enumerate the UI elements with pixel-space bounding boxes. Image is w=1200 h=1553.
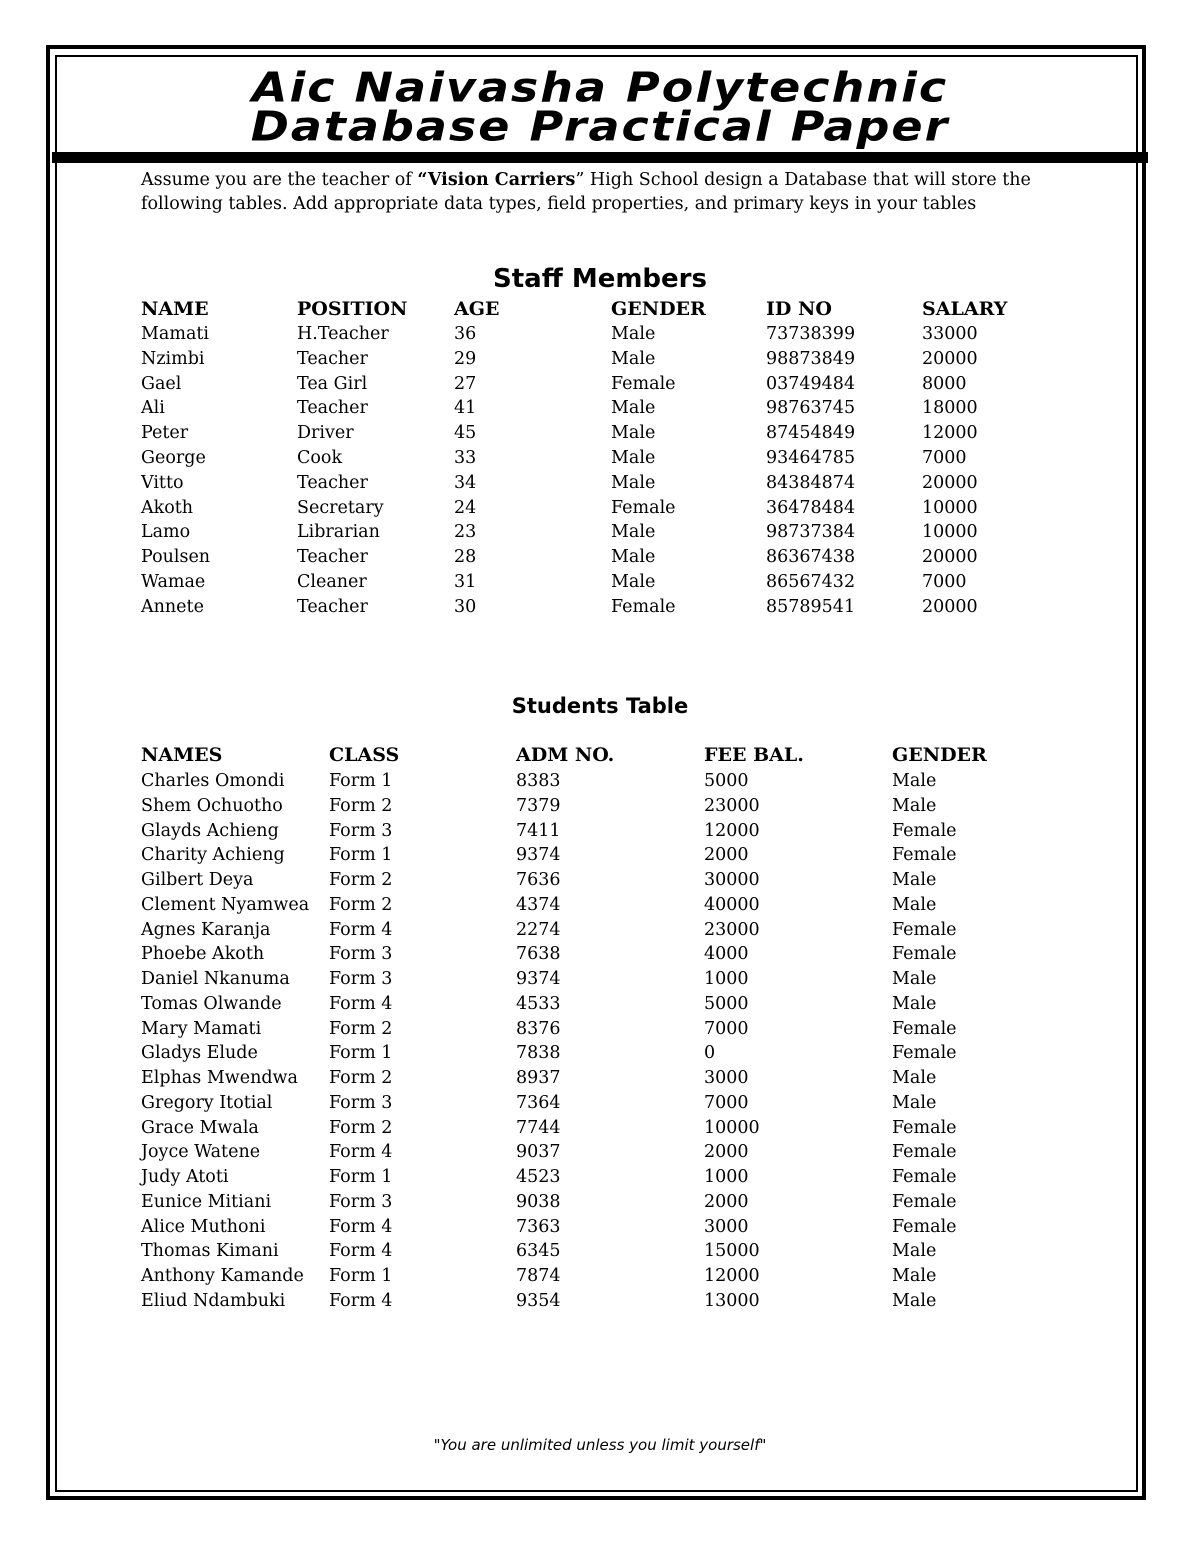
students-table-cell: 2274 xyxy=(516,919,561,940)
staff-table-cell: 36478484 xyxy=(766,497,856,518)
students-table-cell: Form 2 xyxy=(329,795,393,816)
students-column-header: GENDER xyxy=(892,744,987,766)
staff-table-cell: 18000 xyxy=(922,398,978,419)
students-table-cell: Elphas Mwendwa xyxy=(141,1068,298,1088)
students-table-cell: 0 xyxy=(704,1043,716,1064)
staff-column-header: SALARY xyxy=(922,298,1008,320)
students-table-cell: Mary Mamati xyxy=(141,1018,262,1039)
students-table-cell: Form 4 xyxy=(329,1142,393,1163)
students-table-cell: 4374 xyxy=(516,894,561,915)
students-table-cell: Form 4 xyxy=(329,1216,393,1237)
staff-table-cell: 84384874 xyxy=(766,472,856,493)
students-table-cell: 9374 xyxy=(516,969,561,989)
staff-table-cell: Teacher xyxy=(297,472,368,493)
students-table-cell: 7000 xyxy=(704,1018,749,1039)
students-table-cell: 23000 xyxy=(704,919,760,940)
staff-table-cell: Poulsen xyxy=(141,547,211,568)
staff-table-cell: Ali xyxy=(141,398,165,419)
staff-table-cell: George xyxy=(141,448,206,468)
staff-table-cell: Male xyxy=(611,547,656,568)
staff-table-cell: 7000 xyxy=(922,448,967,468)
students-table-cell: 1000 xyxy=(704,1167,749,1187)
staff-table-cell: 33 xyxy=(454,448,477,468)
students-table-cell: Female xyxy=(892,919,957,940)
staff-column-header: NAME xyxy=(141,298,209,320)
staff-table-cell: Male xyxy=(611,522,656,543)
staff-table-cell: Gael xyxy=(141,373,182,394)
students-table-cell: 23000 xyxy=(704,795,760,816)
students-table-cell: 10000 xyxy=(704,1117,760,1138)
students-table-cell: Form 3 xyxy=(329,1191,393,1212)
students-table-cell: 15000 xyxy=(704,1241,760,1262)
students-table-cell: Alice Muthoni xyxy=(141,1216,266,1237)
staff-table-cell: 20000 xyxy=(922,547,978,568)
students-table-cell: Charles Omondi xyxy=(141,771,285,791)
staff-table-cell: Male xyxy=(611,324,656,344)
staff-table-cell: 41 xyxy=(454,398,477,419)
students-table-cell: Form 1 xyxy=(329,1167,393,1187)
staff-table-cell: 24 xyxy=(454,497,477,518)
staff-table-cell: Peter xyxy=(141,423,189,444)
intro-text-line2: following tables. Add appropriate data types, field properties, and primary keys in your tables xyxy=(141,194,977,214)
students-table-cell: Female xyxy=(892,845,957,866)
students-table-cell: Judy Atoti xyxy=(141,1167,229,1187)
staff-table-cell: Driver xyxy=(297,423,354,444)
students-table-cell: Female xyxy=(892,1167,957,1187)
students-table-cell: Male xyxy=(892,1092,937,1113)
students-table-cell: 7411 xyxy=(516,820,561,841)
students-table-cell: Form 3 xyxy=(329,1092,393,1113)
students-table-cell: Female xyxy=(892,1142,957,1163)
intro-school-name: “Vision Carriers xyxy=(417,170,576,190)
students-table-cell: 7379 xyxy=(516,795,561,816)
staff-table-cell: 34 xyxy=(454,472,477,493)
students-table-cell: Form 2 xyxy=(329,1068,393,1088)
students-table-cell: Male xyxy=(892,1068,937,1088)
intro-text-part1: Assume you are the teacher of xyxy=(141,170,418,190)
staff-table-cell: 98763745 xyxy=(766,398,856,419)
students-table-cell: Form 3 xyxy=(329,820,393,841)
students-table-cell: Form 1 xyxy=(329,1266,393,1286)
students-table-cell: 7636 xyxy=(516,870,561,890)
students-table-cell: Male xyxy=(892,1266,937,1286)
students-column-header: CLASS xyxy=(329,744,400,766)
staff-table-cell: 98737384 xyxy=(766,522,856,543)
staff-table-cell: 86567432 xyxy=(766,572,856,592)
students-table-cell: Anthony Kamande xyxy=(141,1266,304,1286)
students-table-cell: Grace Mwala xyxy=(141,1117,259,1138)
students-table-cell: 3000 xyxy=(704,1216,749,1237)
students-table-cell: Male xyxy=(892,795,937,816)
students-table-cell: Form 4 xyxy=(329,993,393,1014)
staff-table-cell: Nzimbi xyxy=(141,348,205,369)
staff-table-cell: 85789541 xyxy=(766,596,856,617)
students-table-cell: 8376 xyxy=(516,1018,561,1039)
students-table-cell: Male xyxy=(892,1241,937,1262)
students-table-cell: 9038 xyxy=(516,1191,561,1212)
students-table-cell: Form 1 xyxy=(329,845,393,866)
staff-table-cell: 30 xyxy=(454,596,477,617)
staff-table-cell: 23 xyxy=(454,522,477,543)
students-table-title: Students Table xyxy=(511,694,689,718)
students-table-cell: 2000 xyxy=(704,845,749,866)
staff-table-cell: Male xyxy=(611,448,656,468)
students-table-cell: Form 1 xyxy=(329,1043,393,1064)
students-table-cell: Phoebe Akoth xyxy=(141,944,265,965)
students-table-cell: 12000 xyxy=(704,1266,760,1286)
students-table-cell: 1000 xyxy=(704,969,749,989)
staff-table-cell: 10000 xyxy=(922,522,978,543)
students-column-header: FEE BAL. xyxy=(704,744,804,766)
students-table-cell: 4000 xyxy=(704,944,749,965)
staff-table-cell: Male xyxy=(611,348,656,369)
students-table-cell: 9374 xyxy=(516,845,561,866)
staff-table-cell: 7000 xyxy=(922,572,967,592)
staff-table-cell: Male xyxy=(611,423,656,444)
students-table-cell: 2000 xyxy=(704,1191,749,1212)
staff-table-cell: Tea Girl xyxy=(297,373,368,394)
staff-column-header: POSITION xyxy=(297,298,408,320)
staff-table-title: Staff Members xyxy=(493,264,707,294)
students-table-cell: Form 2 xyxy=(329,1018,393,1039)
staff-table-cell: Female xyxy=(611,596,676,617)
intro-paragraph xyxy=(141,168,1061,216)
students-table-cell: Clement Nyamwea xyxy=(141,894,310,915)
staff-table-cell: 20000 xyxy=(922,348,978,369)
intro-text-part2: ” High School design a Database that will store the xyxy=(575,170,1031,190)
students-table-cell: Female xyxy=(892,1216,957,1237)
staff-table-cell: 31 xyxy=(454,572,477,592)
staff-table-cell: 03749484 xyxy=(766,373,856,394)
students-table-cell: Gladys Elude xyxy=(141,1043,258,1064)
staff-table-cell: Teacher xyxy=(297,547,368,568)
students-table-cell: Form 4 xyxy=(329,1290,393,1311)
students-table-cell: 7744 xyxy=(516,1117,561,1138)
staff-table-cell: Male xyxy=(611,572,656,592)
staff-table-cell: Female xyxy=(611,497,676,518)
staff-table-cell: 27 xyxy=(454,373,477,394)
students-table-cell: Female xyxy=(892,1018,957,1039)
students-table-cell: Female xyxy=(892,1191,957,1212)
students-table-cell: Daniel Nkanuma xyxy=(141,969,290,989)
staff-table-cell: H.Teacher xyxy=(297,324,389,344)
staff-table-cell: Wamae xyxy=(141,572,206,592)
students-table-cell: Form 2 xyxy=(329,894,393,915)
students-table-cell: Male xyxy=(892,993,937,1014)
staff-table-cell: Teacher xyxy=(297,348,368,369)
students-table-cell: Form 2 xyxy=(329,870,393,890)
document-title-line1: Aic Naivasha Polytechnic xyxy=(251,62,949,112)
staff-table-cell: Male xyxy=(611,472,656,493)
students-table-cell: Joyce Watene xyxy=(141,1142,261,1163)
staff-table-cell: 8000 xyxy=(922,373,967,394)
students-table-cell: 8937 xyxy=(516,1068,561,1088)
students-table-cell: Gregory Itotial xyxy=(141,1092,273,1113)
students-table-cell: 40000 xyxy=(704,894,760,915)
students-table-cell: 7363 xyxy=(516,1216,561,1237)
staff-table-cell: Cook xyxy=(297,448,343,468)
students-table-cell: 3000 xyxy=(704,1068,749,1088)
students-table-cell: Form 3 xyxy=(329,944,393,965)
students-table-cell: Female xyxy=(892,1117,957,1138)
staff-table-cell: Female xyxy=(611,373,676,394)
staff-table-cell: 10000 xyxy=(922,497,978,518)
students-table-cell: Male xyxy=(892,771,937,791)
staff-table-cell: Akoth xyxy=(141,497,194,518)
staff-table-cell: Annete xyxy=(141,596,204,617)
students-table-cell: Shem Ochuotho xyxy=(141,795,283,816)
staff-table-cell: Male xyxy=(611,398,656,419)
students-table-cell: Glayds Achieng xyxy=(141,820,279,841)
staff-table-cell: 20000 xyxy=(922,596,978,617)
students-table-cell: Form 3 xyxy=(329,969,393,989)
staff-table-cell: 33000 xyxy=(922,324,978,344)
students-table-cell: 8383 xyxy=(516,771,561,791)
students-table-cell: Tomas Olwande xyxy=(141,993,282,1014)
students-table-cell: Form 1 xyxy=(329,771,393,791)
staff-table-cell: 28 xyxy=(454,547,477,568)
staff-table-cell: Mamati xyxy=(141,324,210,344)
students-table-cell: 5000 xyxy=(704,993,749,1014)
document-title-line2: Database Practical Paper xyxy=(250,101,950,151)
students-table-cell: Form 2 xyxy=(329,1117,393,1138)
students-table-cell: 13000 xyxy=(704,1290,760,1311)
students-table-cell: 7000 xyxy=(704,1092,749,1113)
students-table-cell: Male xyxy=(892,969,937,989)
staff-table-cell: Secretary xyxy=(297,497,384,518)
students-table-cell: 2000 xyxy=(704,1142,749,1163)
students-table-cell: 30000 xyxy=(704,870,760,890)
students-table-cell: Thomas Kimani xyxy=(141,1241,279,1262)
staff-column-header: ID NO xyxy=(766,298,832,320)
staff-column-header: AGE xyxy=(454,298,500,320)
staff-table-cell: Lamo xyxy=(141,522,191,543)
staff-table-cell: 20000 xyxy=(922,472,978,493)
students-table-cell: Eliud Ndambuki xyxy=(141,1290,286,1311)
students-table-cell: Gilbert Deya xyxy=(141,870,254,890)
students-table-cell: Male xyxy=(892,894,937,915)
students-table-cell: 4523 xyxy=(516,1167,561,1187)
students-table-cell: Form 4 xyxy=(329,1241,393,1262)
staff-table-cell: 36 xyxy=(454,324,477,344)
students-table-cell: Female xyxy=(892,944,957,965)
students-table-cell: 12000 xyxy=(704,820,760,841)
students-column-header: ADM NO. xyxy=(516,744,615,766)
students-table-cell: 6345 xyxy=(516,1241,561,1262)
staff-table-cell: 86367438 xyxy=(766,547,856,568)
students-table-cell: 9354 xyxy=(516,1290,561,1311)
students-table-cell: Female xyxy=(892,1043,957,1064)
footer-quote: "You are unlimited unless you limit yourself" xyxy=(433,1436,767,1454)
header-rule xyxy=(52,152,1148,163)
staff-table-cell: Cleaner xyxy=(297,572,367,592)
students-table-cell: 7638 xyxy=(516,944,561,965)
students-table-cell: 5000 xyxy=(704,771,749,791)
students-table-cell: Female xyxy=(892,820,957,841)
staff-table-cell: 98873849 xyxy=(766,348,856,369)
students-table-cell: 7874 xyxy=(516,1266,561,1286)
students-table-cell: Agnes Karanja xyxy=(141,919,271,940)
staff-table-cell: 12000 xyxy=(922,423,978,444)
students-table-cell: 9037 xyxy=(516,1142,561,1163)
staff-table-cell: 45 xyxy=(454,423,477,444)
staff-table-cell: 29 xyxy=(454,348,477,369)
staff-column-header: GENDER xyxy=(611,298,706,320)
staff-table-cell: 93464785 xyxy=(766,448,856,468)
students-column-header: NAMES xyxy=(141,744,223,766)
students-table-cell: 7838 xyxy=(516,1043,561,1064)
staff-table-cell: 73738399 xyxy=(766,324,856,344)
students-table-cell: Male xyxy=(892,1290,937,1311)
staff-table-cell: Teacher xyxy=(297,398,368,419)
students-table-cell: Eunice Mitiani xyxy=(141,1191,272,1212)
staff-table-cell: 87454849 xyxy=(766,423,856,444)
students-table-cell: 4533 xyxy=(516,993,561,1014)
students-table-cell: 7364 xyxy=(516,1092,561,1113)
students-table-cell: Form 4 xyxy=(329,919,393,940)
staff-table-cell: Vitto xyxy=(141,472,184,493)
staff-table-cell: Librarian xyxy=(297,522,380,543)
students-table-cell: Male xyxy=(892,870,937,890)
students-table-cell: Charity Achieng xyxy=(141,845,285,866)
staff-table-cell: Teacher xyxy=(297,596,368,617)
